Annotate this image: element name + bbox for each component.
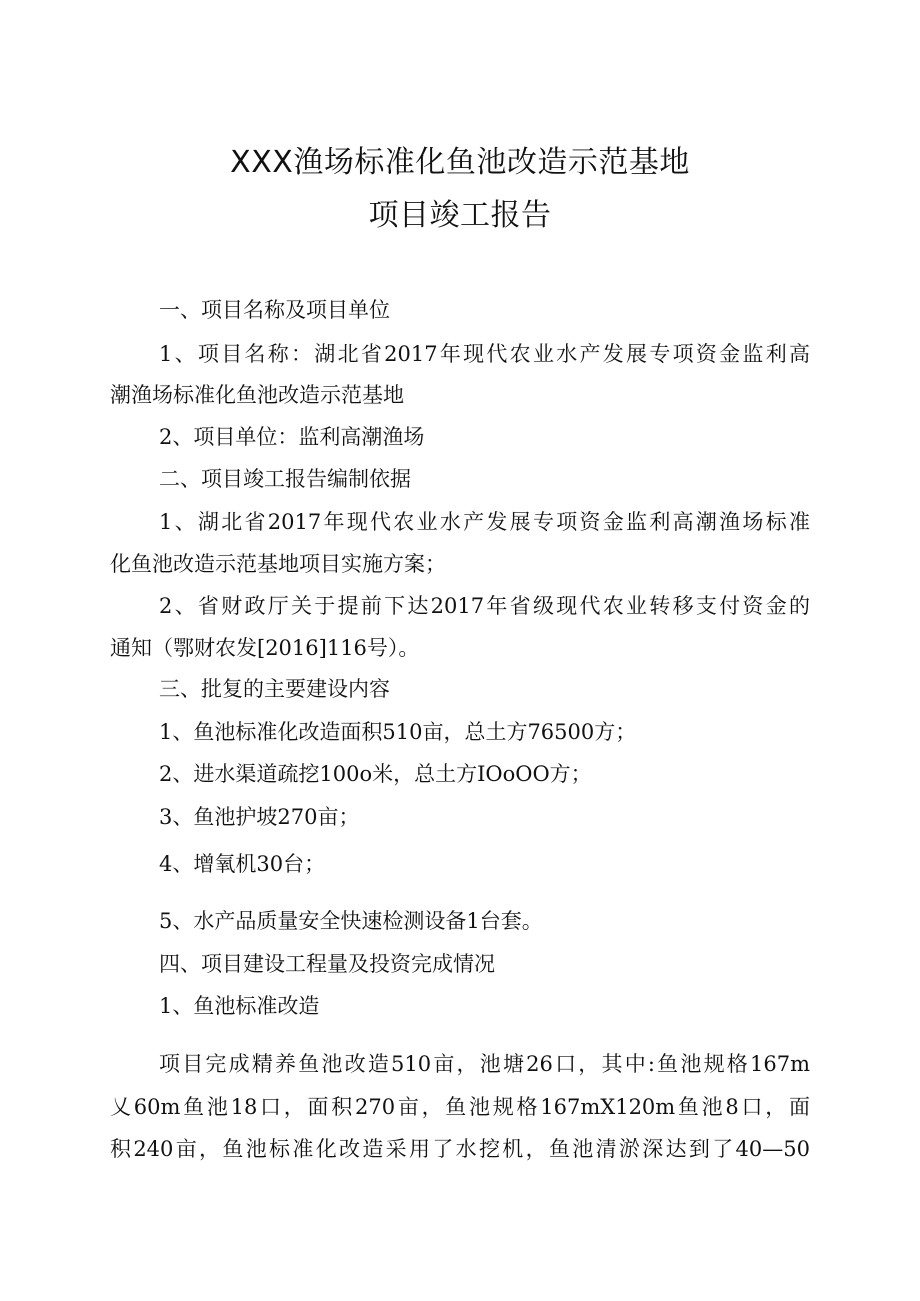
paragraph-line: 潮渔场标准化鱼池改造示范基地 <box>110 383 404 407</box>
paragraph-line: 积240亩，鱼池标准化改造采用了水挖机，鱼池清淤深达到了40—50 <box>110 1137 810 1161</box>
list-item: 1、鱼池标准化改造面积510亩，总土方76500方； <box>159 720 637 744</box>
paragraph-line: 项目完成精养鱼池改造510亩，池塘26口，其中:鱼池规格167m <box>159 1052 810 1076</box>
paragraph-line: 2、省财政厅关于提前下达2017年省级现代农业转移支付资金的 <box>159 594 810 618</box>
paragraph-line: 2、项目单位：监利高潮渔场 <box>159 425 425 449</box>
section-heading-2: 二、项目竣工报告编制依据 <box>159 467 411 491</box>
list-item: 3、鱼池护坡270亩； <box>159 805 360 829</box>
list-item: 4、增氧机30台； <box>159 852 326 876</box>
paragraph-line: 化鱼池改造示范基地项目实施方案； <box>110 552 446 576</box>
list-item: 2、进水渠道疏挖100o米，总土方IOoOO方； <box>159 762 592 786</box>
subsection-heading: 1、鱼池标准改造 <box>159 994 320 1018</box>
section-heading-1: 一、项目名称及项目单位 <box>159 298 390 322</box>
document-title-line1: XXX渔场标准化鱼池改造示范基地 <box>230 145 690 180</box>
section-heading-3: 三、批复的主要建设内容 <box>159 677 390 701</box>
paragraph-line: 通知（鄂财农发[2016]116号）。 <box>110 636 420 660</box>
document-title-line2: 项目竣工报告 <box>368 198 552 233</box>
paragraph-line: 1、项目名称：湖北省2017年现代农业水产发展专项资金监利高 <box>159 342 810 366</box>
paragraph-line: 乂60m鱼池18口，面积270亩，鱼池规格167mX120m鱼池8口，面 <box>110 1095 810 1119</box>
list-item: 5、水产品质量安全快速检测设备1台套。 <box>159 909 543 933</box>
paragraph-line: 1、湖北省2017年现代农业水产发展专项资金监利高潮渔场标准 <box>159 510 810 534</box>
section-heading-4: 四、项目建设工程量及投资完成情况 <box>159 952 495 976</box>
